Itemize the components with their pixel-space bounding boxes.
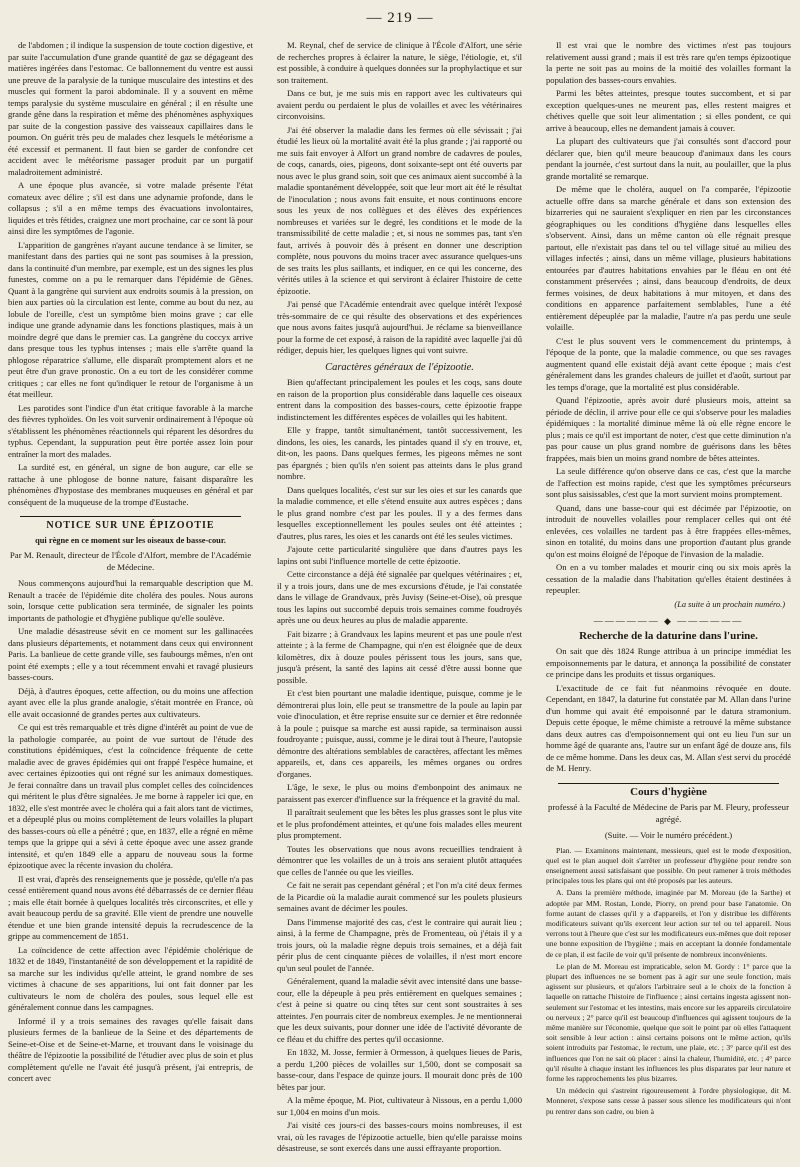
paragraph: de l'abdomen ; il indique la suspension de toute coction digestive, et par suite l'accumulation d'une grande quantité de gaz se dégageant des matières ingérées dans l'estomac. Ce ballonnement du ventre est aussi une preuve de la paralysie de la tunique musculaire des intestins et des muscles qui forment la paroi abdominale. Il y a souvent en même temps paralysie du système musculaire en général ; il en résulte une grande gêne dans la respiration et même des phénomènes asphyxiques par suite de la congestion passive des vaisseaux capillaires dans le poumon. On guérit très peu de malades chez lesquels le météorisme a été excessif et permanent. Il faut bien se garder de confondre cet accident avec le météorisme passager produit par un purgatif maladroitement administré. <box>8 40 253 177</box>
paragraph: Un médecin qui s'astreint rigoureusement à l'ordre physiologique, dit M. Monneret, s'expose sans cesse à passer sous silence les modificateurs qui n'ont pu rentrer dans son cadre, ou bien à <box>546 1086 791 1116</box>
paragraph: Informé il y a trois semaines des ravages qu'elle faisait dans plusieurs fermes de la banlieue de la Seine et des départements de Seine-et-Oise et de Seine-et-Marne, et trouvant dans le voisinage du théâtre de l'épizootie la possibilité de l'étudier avec plus de soin et plus complètement qu'elle ne l'avait été jusqu'à présent, j'ai entrepris, de concert avec <box>8 1015 253 1083</box>
paragraph: Généralement, quand la maladie sévit avec intensité dans une basse-cour, elle la dépeuple à peu près entièrement en quelques semaines ; c'est à peine si quatre ou cinq têtes sur cent sont soustraites à ses atteintes. J'en pourrais citer de nombreux exemples. Je ne mentionnerai que les deux suivants, pour donner une idée de l'activité dévorante de ce fléau et du chiffre des pertes qu'il occasionne. <box>277 976 522 1044</box>
paragraph: Et c'est bien pourtant une maladie identique, puisque, comme je le démontrerai plus loin, elle peut se transmettre de la poule au lapin par voie d'inoculation, et être reprise ensuite sur ce dernier et être redonnée à la poule ; puisque sa marche est aussi rapide, sa terminaison aussi foudroyante ; puisque, aussi, comme je le dirai tout à l'heure, l'autopsie démontre des altérations semblables de caractères, affectant les mêmes appareils, et, dans ces appareils, les mêmes organes ou ordres d'organes. <box>277 688 522 779</box>
paragraph: Il est vrai que le nombre des victimes n'est pas toujours relativement aussi grand ; mais il est très rare qu'en temps épizootique la perte ne soit pas au moins de la moitié des volailles formant la population des basses-cours envahies. <box>546 40 791 85</box>
paragraph: La seule différence qu'on observe dans ce cas, c'est que la marche de l'affection est moins rapide, c'est que les symptômes précurseurs sont plus saisissables, c'est que la mort survient moins promptement. <box>546 466 791 499</box>
paragraph: Dans quelques localités, c'est sur sur les oies et sur les canards que la maladie commence, et elle s'étend ensuite aux autres espèces ; dans le plus grand nombre c'est par les poules. Il y a des fermes dans lesquelles exceptionnellement les poules seules ont été atteintes ; d'autres, plus rares, les oies et les canards ont été les seules victimes. <box>277 484 522 541</box>
section-divider <box>558 783 779 784</box>
paragraph: A une époque plus avancée, si votre malade présente l'état comateux avec délire ; s'il est dans une adynamie profonde, dans le collapsus ; s'il a en même temps des évacuations involontaires, liquides et très fétides, craignez une mort prochaine, car ce sont là pour ainsi dire les symptômes de l'agonie. <box>8 180 253 236</box>
paragraph: Fait bizarre ; à Grandvaux les lapins meurent et pas une poule n'est atteinte ; à la ferme de Champagne, qui n'en est éloignée que de deux kilomètres, dix à douze poules périssent tous les jours, sans que, jusqu'à présent, la santé des lapins ait cessé d'être aussi bonne que possible. <box>277 628 522 685</box>
article-title: Recherche de la daturine dans l'urine. <box>579 629 758 642</box>
page-number: — 219 — <box>366 10 434 26</box>
paragraph: Les parotides sont l'indice d'un état critique favorable à la marche des fièvres typhoïdes. On les voit survenir ordinairement à l'époque où s'établissent les phénomènes réactionnels qui réparent les désordres du typhus. Cependant, la suppuration peut être portée assez loin pour entraîner la mort des malades. <box>8 402 253 459</box>
ornament-divider: —————— ◆ —————— <box>593 616 744 626</box>
article-byline: professé à la Faculté de Médecine de Paris par M. Fleury, professeur agrégé. <box>547 802 790 824</box>
paragraph: Cette circonstance a déjà été signalée par quelques vétérinaires ; et, il y a trois jours, dans une de mes excursions d'étude, je l'ai constatée dans le village de Grandvaux, près Juvisy (Seine-et-Oise), où presque tous les lapins out succombé depuis trois semaines comme foudroyés après une ou deux heures au plus de maladie apparente. <box>277 569 522 625</box>
paragraph: Toutes les observations que nous avons recueillies tendraient à démontrer que les volailles de un à trois ans seraient plutôt attaquées que celles de l'année ou que les vieilles. <box>277 843 522 877</box>
paragraph: J'ai visité ces jours-ci des basses-cours moins nombreuses, il est vrai, où les ravages de l'épizootie actuelle, bien qu'elle paraisse moins désastreuse, se sont exercés dans une aussi effrayante proportion. <box>277 1120 522 1153</box>
paragraph: La surdité est, en général, un signe de bon augure, car elle se rattache à une phlogose de bonne nature, faisant disparaître les phénomènes d'hypostase des membranes muqueuses en général et par conséquent de la muqueuse de la trompe d'Eustache. <box>8 462 253 507</box>
paragraph: Nous commençons aujourd'hui la remarquable description que M. Renault a tracée de l'épidémie dite choléra des poules. Nous aurons soin, lorsque cette publication sera terminée, de signaler les points importants de pathologie et d'hygiène publique qu'elle soulève. <box>8 578 253 623</box>
paragraph: J'ajoute cette particularité singulière que dans d'autres pays les lapins ont subi l'influence mortelle de cette épizootie. <box>277 544 522 566</box>
paragraph: Il est vrai, d'après des renseignements que je possède, qu'elle n'a pas cessé entièrement quand nous avons été débarrassés de ce dernier fléau ; mais elle était bornée à quelques localités très circonscrites, et elle y avait beaucoup perdu de sa gravité. Elle vient de prendre une nouvelle étendue et une bien grande intensité depuis la recrudescence de la grippe au commencement de 1851. <box>8 873 253 941</box>
paragraph: C'est le plus souvent vers le commencement du printemps, à l'époque de la ponte, que la maladie commence, ou que ses ravages augmentent quand elle existait déjà avant cette époque ; mais c'est généralement dans les grandes chaleurs de juillet et d'août, surtout par les temps d'orage, que la mortalité est plus considérable. <box>546 335 791 392</box>
column-3 <box>546 40 791 1119</box>
paragraph: Plan. — Examinons maintenant, messieurs, quel est le mode d'exposition, quel est le plan auquel doit s'arrêter un professeur d'hygiène pour rendre son enseignement aussi satisfaisant que possible. On peut ramener à trois méthodes principales tous les plans qui ont été proposés par les auteurs. <box>546 845 791 886</box>
section-heading: Caractères généraux de l'épizootie. <box>325 361 474 373</box>
plan-section <box>546 846 791 1117</box>
paragraph: Ce fait ne serait pas cependant général ; et l'on m'a cité deux fermes de la Picardie où la maladie aurait commencé sur les poulets plusieurs semaines avant de décimer les poules. <box>277 880 522 913</box>
paragraph: Une maladie désastreuse sévit en ce moment sur les gallinacées dans plusieurs départements, et notamment dans ceux qui environnent Paris. La banlieue de cette grande ville, ses faubourgs mêmes, n'en ont point été exempts ; elle y a tout récemment envahi et ravagé plusieurs basses-cours. <box>8 626 253 682</box>
paragraph: Elle y frappe, tantôt simultanément, tantôt successivement, les dindons, les oies, les canards, les pintades quand il s'y en trouve, et, dit-on, les paons. Dans quelques fermes, les pigeons mêmes ne sont pas épargnés ; bien qu'ils n'en soient pas atteints dans le plus grand nombre. <box>277 425 522 481</box>
paragraph: De même que le choléra, auquel on l'a comparée, l'épizootie actuelle offre dans sa marche générale et dans son extension des bizarreries qui ne sauraient s'expliquer en rien par les circonstances géographiques ou les conditions d'hygiène dans lesquelles elles s'observent. Ainsi, dans un même canton où elle régnait presque partout, elle n'existait pas dans tel ou tel village situé au milieu des villages infectés ; ainsi, dans un même village, plusieurs habitations entourées par d'autres habitations envahies par le fléau en ont été constamment préservées ; ainsi, dans beaucoup d'endroits, de deux fermes voisines, de deux habitations à mur mitoyen, et dans des conditions en apparence parfaitement semblables, l'une a été entièrement dépeuplée par la maladie, l'autre n'a pas perdu une seule volaille. <box>546 184 791 332</box>
paragraph: Parmi les bêtes atteintes, presque toutes succombent, et si par exception quelques-unes ne meurent pas, elles restent maigres et chétives quelle que soit leur alimentation ; si elles pondent, ce qui arrive à beaucoup, elles ne demandent jamais à couver. <box>546 88 791 133</box>
paragraph: Quand, dans une basse-cour qui est décimée par l'épizootie, on introduit de nouvelles volailles pour remplacer celles qui ont été enlevées, ces volailles ne tardent pas à être frappées elles-mêmes, sinon en totalité, du moins dans une proportion d'autant plus grande qu'on est moins éloigné de l'époque de l'invasion de la maladie. <box>546 502 791 559</box>
article-title: NOTICE SUR UNE ÉPIZOOTIE <box>46 520 215 531</box>
column-1 <box>8 40 253 1087</box>
paragraph: Déjà, à d'autres époques, cette affection, ou du moins une affection ayant avec elle la plus grande analogie, s'était montrée en France, où elle avait occasionné de grandes pertes aux cultivateurs. <box>8 685 253 719</box>
paragraph: On sait que dès 1824 Runge attribua à un principe immédiat les empoisonnements par le datura, et annonça la possibilité de constater ce principe dans les produits et tissus organiques. <box>546 646 791 679</box>
paragraph: Le plan de M. Moreau est impraticable, selon M. Gordy : 1° parce que la plupart des influences ne se bornent pas à agir sur une seule fonction, mais agissent sur plusieurs, et qu'alors l'arbitraire seul a le choix de la fonction à laquelle on rattache l'histoire de l'influence ; ainsi certains ingesta agissent non-seulement sur l'estomac et les intestins, mais encore sur les appareils circulatoire ou nerveux ; 2° parce qu'il est beaucoup d'influences qui agissent toujours de la même manière sur l'économie, quelque que soit le point par où elles l'attaquent soit sensible à leur action : ainsi certains poisons ont le même action, qu'ils soient introduits par l'estomac, le rectum, une plaie, etc. ; 3° parce qu'il est des influences que l'on ne sait où placer : ainsi la chaleur, l'humidité, etc. ; 4° parce qu'il résulte à chaque instant les influences les plus disparates par leur nature et forme les rapprochements les plus bizarres. <box>546 961 791 1083</box>
paragraph: Ce qui est très remarquable et très digne d'intérêt au point de vue de la pathologie comparée, au point de vue surtout de l'étude des constitutions épidémiques, c'est la coïncidence fréquente de cette maladie avec de graves épidémies qui ont frappé l'espèce humaine, et avec certaines épizooties qui ont régné sur les animaux domestiques. Je ferai connaître dans un travail plus complet celles des coïncidences qui méritent le plus d'être signalées. Je me borne à rappeler ici que, en 1832, elle s'est montrée avec le choléra qui a fait alors tant de victimes, et a dépeuplé plus ou moins complètement de leurs volailles la plupart des basses-cours où elle a pénétré ; que, en 1837, elle a régné en même temps que la grippe qui a sévi à cette époque avec une assez grande intensité, et qu'en 1849 elle a apparu de nouveau sous la forme épizootique avec la récente invasion du choléra. <box>8 722 253 870</box>
paragraph: L'apparition de gangrènes n'ayant aucune tendance à se limiter, se manifestant dans des parties qui ne sont pas soumises à la pression, dans la continuité d'un membre, par exemple, est un des signes les plus funestes, comme on a pu le remarquer dans l'épidémie de Gênes. Quant à la gangrène qui survient aux endroits soumis à la pression, on bien aux parties où la circulation est lente, comme au bout du nez, au lobule de l'oreille, c'est un symptôme bien moins grave ; car elle indique une grande adynamie dans les fonctions plastiques, mais à un moindre degré que dans le premier cas. La gangrène du coccyx arrive dans presque tous les typhus intenses ; mais elle s'arrête quand la phlogose réparatrice s'allume, elle disparaît promptement alors et ne peut être d'un grave pronostic. On a eu tort de les considérer comme critiques ; car elles ne font qu'indiquer le retour de l'organisme à un état meilleur. <box>8 239 253 399</box>
article-subtitle: qui règne en ce moment sur les oiseaux de basse-cour. <box>35 535 226 545</box>
paragraph: On en a vu tomber malades et mourir cinq ou six mois après la cessation de la maladie dans l'habitation qu'elles étaient destinées à repeupler. <box>546 562 791 595</box>
paragraph: En 1832, M. Josse, fermier à Ormesson, à quelques lieues de Paris, a perdu 1,200 pièces de volailles sur 1,500, dont se composait sa basse-cour, dans l'espace de quinze jours. Il mourait donc près de 100 bêtes par jour. <box>277 1047 522 1092</box>
paragraph: J'ai pensé que l'Académie entendrait avec quelque intérêt l'exposé très-sommaire de ce qui résulte des observations et des expériences que nous avons faites jusqu'à aujourd'hui. Je réclame sa bienveillance pour la forme de cet exposé, à raison de la rapidité avec laquelle j'ai dû rédiger, depuis hier, les quelques lignes qui vont suivre. <box>277 299 522 355</box>
article-byline: Par M. Renault, directeur de l'École d'Alfort, membre de l'Académie de Médecine. <box>9 550 252 572</box>
paragraph: Il paraîtrait seulement que les bêtes les plus grasses sont le plus vite et le plus profondément atteintes, et qu'une fois malades elles meurent plus promptement. <box>277 807 522 840</box>
suite-note: (Suite. — Voir le numéro précédent.) <box>604 830 733 840</box>
paragraph: La plupart des cultivateurs que j'ai consultés sont d'accord pour déclarer que, bien qu'il meure beaucoup d'animaux dans les cours pendant la journée, c'est surtout dans la nuit, au poulailler, que la plus grande mortalité se remarque. <box>546 136 791 181</box>
article-title: Cours d'hygiène <box>630 785 707 798</box>
paragraph: Quand l'épizootie, après avoir duré plusieurs mois, atteint sa période de déclin, il arrive pour elle ce qui s'observe pour les maladies épidémiques : la mortalité diminue même là où elle règne encore le plus ; mais ce qu'il est important de noter, c'est que cette diminution n'a pas pour cause un plus grand nombre de guérisons dans les bêtes frappées, mais bien un moins grand nombre de bêtes atteintes. <box>546 395 791 463</box>
paragraph: J'ai été observer la maladie dans les fermes où elle sévissait ; j'ai étudié les lieux où la mortalité avait été la plus grande ; j'ai rapporté ou me suis fait envoyer à Alfort un grand nombre de cadavres de poules, de coqs, canards, oies, pigeons, dont soixante-sept ont été ouverts par nous avec le plus grand soin, soit que ces animaux aient succombé à la maladie spontanément développée, soit que leur mort ait été le résultat de l'inoculation ; nous avons fait ensuite, et nous continuons encore sous les yeux de nos collègues et des élèves des expériences nombreuses et variées sur le degré, les conditions et le mode de la transmissibilité de cette maladie ; et, si nous ne sommes pas, tant s'en faut, arrivés à pouvoir dès à présent en donner une description complète, nous pouvons du moins tracer avec assurance quelques-uns de ses traits les plus saillants, et indiquer, en ce qui les concerne, des vérités utiles à la science et qui serviront à éclairer l'histoire de cette épizootie. <box>277 124 522 296</box>
paragraph: A. Dans la première méthode, imaginée par M. Moreau (de la Sarthe) et adoptée par MM. Rostan, Londe, Piorry, on prend pour base l'anatomie. On forme autant de classes qu'il y a d'appareils, et l'on y distribue les différents modificateurs suivant qu'ils exercent leur action sur tel ou tel appareil. Nous verrons tout à l'heure que c'est sur les modificateurs eux-mêmes que doit reposer une bonne exposition de l'hygiène ; mais en acceptant la donnée fondamentale de ce plan, il est facile de voir qu'il présente de nombreux inconvénients. <box>546 888 791 959</box>
paragraph: L'exactitude de ce fait fut néanmoins révoquée en doute. Cependant, en 1847, la daturine fut constatée par M. Allan dans l'urine d'un homme qui avait été empoisonné par le datura stramonium. Depuis cette époque, le même chimiste a retrouvé la même substance dans deux autres cas d'empoisonnement qui ont eu lieu l'un sur un homme âgé de quarante ans, l'autre sur un enfant âgé de douze ans, fils de ce même homme. Dans les deux cas, M. Allan s'est servi du procédé de M. Henry. <box>546 682 791 773</box>
column-2 <box>277 40 522 1157</box>
paragraph: Bien qu'affectant principalement les poules et les coqs, sans doute en raison de la proportion plus considérable dans laquelle ces oiseaux entrent dans la composition des basses-cours, cette épizootie frappe indistinctement les différentes espèces de volailles qui les habitent. <box>277 377 522 422</box>
continued-note: (La suite à un prochain numéro.) <box>674 599 785 609</box>
paragraph: L'âge, le sexe, le plus ou moins d'embonpoint des animaux ne paraissent pas exercer d'influence sur la fréquence et la gravité du mal. <box>277 782 522 804</box>
paragraph: Dans l'immense majorité des cas, c'est le contraire qui aurait lieu ; ainsi, à la ferme de Champagne, près de Fromenteau, où j'étais il y a trois jours, où la maladie règne depuis trois semaines, et a déjà fait périr plus de cent cinquante pièces de volailles, il n'est mort encore qu'un seul poulet de l'année. <box>277 916 522 973</box>
paragraph: La coïncidence de cette affection avec l'épidémie cholérique de 1832 et de 1849, l'instantanéité de son développement et la rapidité de sa marche sur les individus qu'elle atteint, le grand nombre de ses victimes à chacune de ses apparitions, lui ont fait donner par les cultivateurs le nom de choléra des poules, sous lequel elle est généralement connue dans les campagnes. <box>8 944 253 1012</box>
paragraph: M. Reynal, chef de service de clinique à l'École d'Alfort, une série de recherches propres à éclairer la nature, le siège, l'étiologie, et, s'il est possible, à conduire à quelques données sur la prophylactique et sur son traitement. <box>277 40 522 85</box>
paragraph: Dans ce but, je me suis mis en rapport avec les cultivateurs qui avaient perdu ou perdaient le plus de volailles et avec les vétérinaires circonvoisins. <box>277 88 522 121</box>
section-divider <box>20 516 241 517</box>
paragraph: A la même époque, M. Piot, cultivateur à Nissous, en a perdu 1,000 sur 1,004 en moins d'un mois. <box>277 1095 522 1117</box>
